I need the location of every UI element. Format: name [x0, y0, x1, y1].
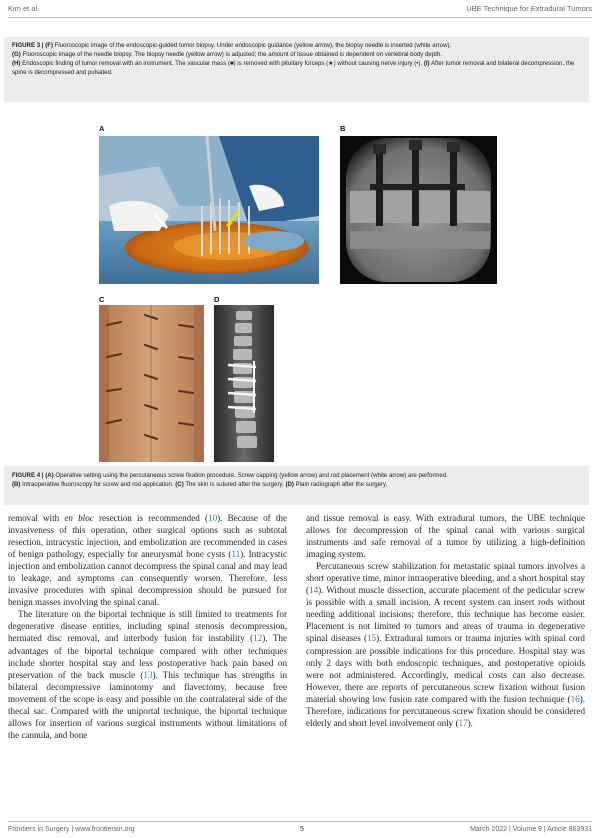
caption-text: After tumor removal and bilateral decompression, the spine is decompressed and pulsated. [12, 60, 575, 76]
caption-label: (I) [423, 60, 430, 67]
caption-label: FIGURE 3 | (F) [12, 42, 53, 49]
page-footer [8, 826, 592, 836]
panel-label-c: C [99, 295, 105, 304]
panel-label-d: D [214, 295, 220, 304]
caption-label: (H) [12, 60, 21, 67]
caption-text: Intraoperative fluoroscopy for screw and rod application. [20, 481, 176, 488]
text-emphasis: en bloc [64, 513, 94, 523]
body-column-right [306, 512, 585, 729]
caption-label: (C) [175, 481, 184, 488]
running-header-authors: Kim et al. [8, 4, 40, 13]
caption-text: Fluoroscopic image of the needle biopsy. The biopsy needle (yellow arrow) is adjusted; the amount of tissue obtained is dependent on vertebral body depth. [20, 51, 442, 58]
footer-rule [8, 821, 592, 822]
caption-text: Plain radiograph after the surgery. [293, 481, 388, 488]
figure3-caption-line-f [12, 41, 581, 50]
panel-d-plain-radiograph [214, 305, 274, 462]
caption-label: FIGURE 4 | (A) [12, 472, 54, 479]
paragraph: and tissue removal is easy. With extradural tumors, the UBE technique allows for decompression of the spinal canal with various surgical instruments and safe removal of a tumor by utilizing a high-definition imaging system. [306, 513, 585, 560]
reference-link[interactable]: 16 [570, 693, 580, 704]
figure3-caption-line-h [12, 59, 581, 77]
reference-link[interactable]: 15 [367, 633, 377, 644]
paragraph [8, 608, 287, 741]
footer-journal: Frontiers in Surgery | www.frontiersin.org [8, 826, 135, 833]
figure3-caption [4, 37, 589, 102]
paragraph [306, 560, 585, 729]
text-run: Percutaneous screw stabilization for metastatic spinal tumors involves a short operative time, minor intraoperative bleeding, and a short hospital stay ( [306, 561, 585, 596]
caption-text: Operative setting using the percutaneous screw fixation procedure. Screw capping (yellow arrow) and rod placement (white arrow) are performed. [53, 472, 448, 479]
text-run: ). Because of the invasiveness of this operation, other surgical options such as subtotal resection, intracystic injection, and embolization are recommended in cases of benign pathology, especially for aneurysmal bone cysts ( [8, 513, 287, 560]
reference-link[interactable]: 14 [309, 585, 319, 596]
reference-link[interactable]: 17 [458, 717, 468, 728]
panel-b-fluoroscopy [340, 136, 497, 284]
caption-text: Fluoroscopic image of the endoscopic-guided tumor biopsy. Under endoscopic guidance (yellow arrow), the biopsy needle is inserted (white arrow). [52, 42, 452, 49]
figure4-caption [4, 466, 589, 505]
text-run: ). The advantages of the biportal technique compared with other techniques include shorter hospital stay and less postoperative back pain based on preservation of the back muscle ( [8, 633, 287, 680]
reference-link[interactable]: 13 [143, 669, 153, 680]
reference-link[interactable]: 10 [208, 513, 218, 523]
page-number: 5 [300, 826, 304, 833]
text-run: removal with [8, 513, 65, 523]
header-rule [8, 17, 592, 18]
figure4-image-area [4, 120, 589, 466]
panel-c-sutured-skin [99, 305, 204, 462]
running-header-title: UBE Technique for Extradural Tumors [466, 4, 592, 13]
caption-text: The skin is sutured after the surgery. [183, 481, 286, 488]
panel-label-b: B [340, 124, 346, 133]
text-run: ). This technique has strengths in bilateral decompressive laminotomy and flavectomy, because free movement of the scope is easy and possible on the contralateral side of the thecal sac. Compared with the uniportal technique, the biportal technique allows for insertion of various surgical instruments without limitations of the cannula, and bone [8, 669, 287, 740]
reference-link[interactable]: 12 [253, 633, 263, 644]
caption-text: Endoscopic finding of tumor removal with an instrument. The vascular mass (■) is removed with pituitary forceps (★) without causing nerve injury (•). [20, 60, 424, 67]
caption-label: (G) [12, 51, 21, 58]
text-run: The literature on the biportal technique is still limited to treatments for degenerative disease entities, including spinal stenosis decompression, herniated disc removal, and interbody fusion for instability ( [8, 609, 287, 644]
running-header [8, 4, 592, 16]
panel-a-operative-photo [99, 136, 319, 284]
text-run: ). [467, 717, 473, 728]
body-column-left [8, 512, 287, 741]
footer-issue: March 2022 | Volume 9 | Article 863931 [470, 826, 592, 833]
figure3-caption-line-g [12, 50, 581, 59]
text-run: ). Therefore, indications for percutaneous screw fixation should be considered elderly and short level involvement only ( [306, 693, 585, 728]
text-run: resection is recommended ( [93, 513, 209, 523]
panel-label-a: A [99, 124, 105, 133]
text-run: ). Extradural tumors or trauma injuries with spinal cord compression are possible indications for this procedure. Hospital stay was only 2 days with both endoscopic techniques, and postoperative opioids were not administered. Accordingly, medical costs can also decrease. However, there are reports of percutaneous screw fixation without fusion material showing low fusion rate compared with the fusion technique ( [306, 633, 585, 704]
paragraph [8, 512, 287, 608]
caption-label: (B) [12, 481, 21, 488]
text-run: ). Intracystic injection and embolization cannot decompress the spinal canal and may lead to leakage, and symptoms can consequently worsen. Therefore, less invasive procedures with spinal decompression should be pursued for benign masses involving the spinal canal. [8, 549, 288, 608]
caption-label: (D) [285, 481, 294, 488]
reference-link[interactable]: 11 [231, 549, 241, 560]
text-run: ). Without muscle dissection, accurate placement of the pedicular screw is possible with a small incision. A recent system can insert rods without needing additional incisions; therefore, this technique has become easier. Placement is not limited to tumors and areas of trauma in degenerative spinal diseases ( [306, 585, 585, 644]
